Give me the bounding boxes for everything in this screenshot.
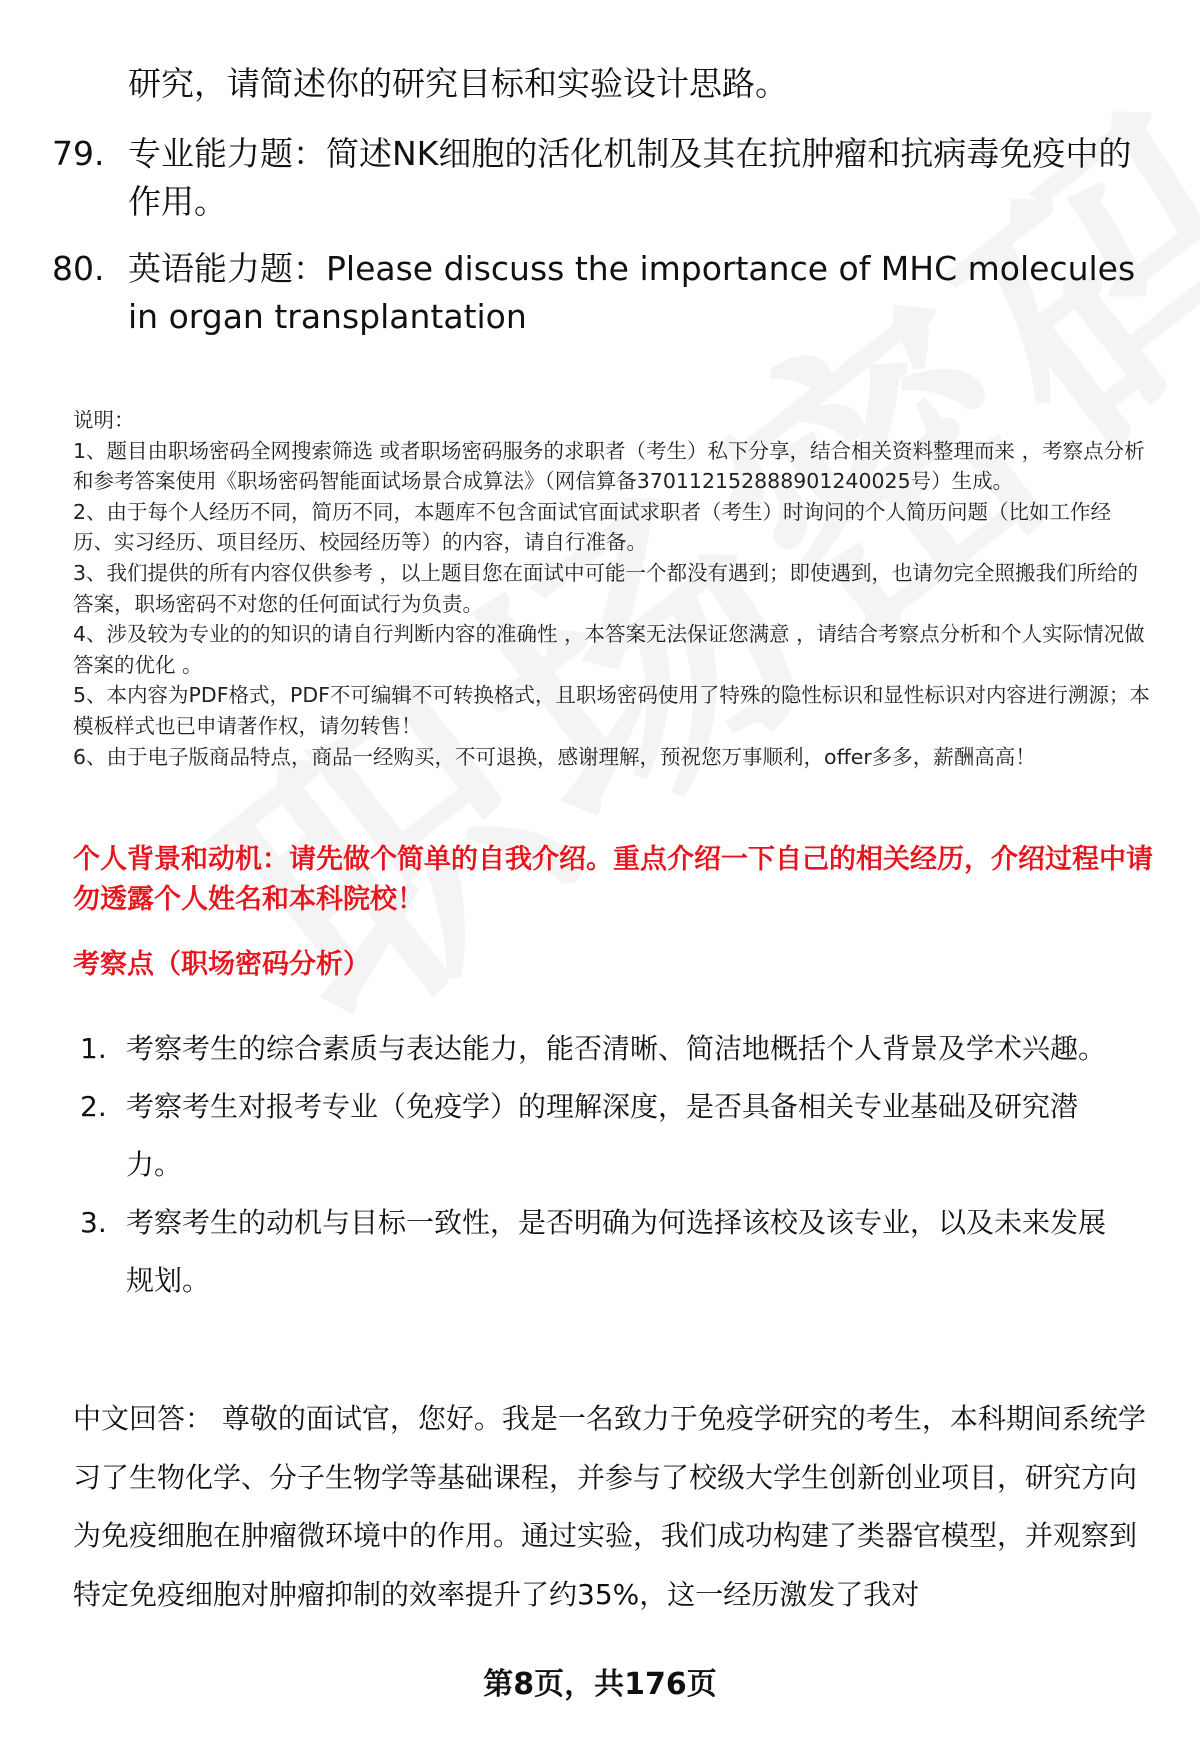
page-footer: 第8页，共176页 bbox=[483, 1667, 717, 1702]
list-item bbox=[80, 1194, 1160, 1310]
note-item: 5、本内容为PDF格式，PDF不可编辑不可转换格式，且职场密码使用了特殊的隐性标识和显性标识对内容进行溯源；本模板样式也已申请著作权，请勿转售！ bbox=[73, 683, 1150, 738]
note-item: 1、题目由职场密码全网搜索筛选 或者职场密码服务的求职者（考生）私下分享，结合相关资料整理而来 ，考察点分析和参考答案使用《职场密码智能面试场景合成算法》（网信算备370112152888901240025号）生成。 bbox=[73, 438, 1145, 494]
point-text: 考察考生的综合素质与表达能力，能否清晰、简洁地概括个人背景及学术兴趣。 bbox=[126, 1032, 1107, 1065]
point-text: 考察考生的动机与目标一致性，是否明确为何选择该校及该专业，以及未来发展规划。 bbox=[126, 1206, 1107, 1297]
point-number: 1. bbox=[80, 1032, 107, 1065]
point-number: 3. bbox=[80, 1206, 107, 1239]
note-item: 2、由于每个人经历不同，简历不同，本题库不包含面试官面试求职者（考生）时询问的个人简历问题（比如工作经历、实习经历、项目经历、校园经历等）的内容，请自行准备。 bbox=[73, 499, 1112, 555]
note-item: 4、涉及较为专业的的知识的请自行判断内容的准确性 ，本答案无法保证您满意 ，请结合考察点分析和个人实际情况做答案的优化 。 bbox=[73, 622, 1145, 677]
point-number: 2. bbox=[80, 1090, 107, 1123]
note-item: 3、我们提供的所有内容仅供参考 ，以上题目您在面试中可能一个都没有遇到；即使遇到，也请勿完全照搬我们所给的答案，职场密码不对您的任何面试行为负责。 bbox=[73, 560, 1139, 616]
notes-title: 说明： bbox=[73, 408, 135, 432]
notes-block bbox=[73, 405, 1151, 772]
question-continuation: 研究，请简述你的研究目标和实验设计思路。 bbox=[128, 64, 788, 103]
list-item bbox=[80, 1078, 1160, 1194]
analysis-points bbox=[80, 1020, 1160, 1310]
answer-text: 中文回答： 尊敬的面试官，您好。我是一名致力于免疫学研究的考生，本科期间系统学习了生物化学、分子生物学等基础课程，并参与了校级大学生创新创业项目，研究方向为免疫细胞在肿瘤微环境中的作用。通过实验，我们成功构建了类器官模型，并观察到特定免疫细胞对肿瘤抑制的效率提升了约35%，这一经历激发了我对 bbox=[73, 1402, 1146, 1611]
note-item: 6、由于电子版商品特点，商品一经购买，不可退换，感谢理解，预祝您万事顺利，offer多多，薪酬高高！ bbox=[73, 744, 1036, 769]
point-text: 考察考生对报考专业（免疫学）的理解深度，是否具备相关专业基础及研究潜力。 bbox=[126, 1090, 1079, 1181]
question-text: 英语能力题：Please discuss the importance of MHC molecules in organ transplantation bbox=[128, 249, 1136, 336]
section-title: 个人背景和动机：请先做个简单的自我介绍。重点介绍一下自己的相关经历，介绍过程中请勿透露个人姓名和本科院校！ bbox=[73, 844, 1153, 915]
question-number: 80. bbox=[52, 249, 105, 288]
question-number: 79. bbox=[52, 134, 105, 173]
analysis-title: 考察点（职场密码分析） bbox=[73, 949, 370, 980]
question-text: 专业能力题：简述NK细胞的活化机制及其在抗肿瘤和抗病毒免疫中的作用。 bbox=[128, 134, 1132, 221]
list-item bbox=[80, 1020, 1160, 1078]
